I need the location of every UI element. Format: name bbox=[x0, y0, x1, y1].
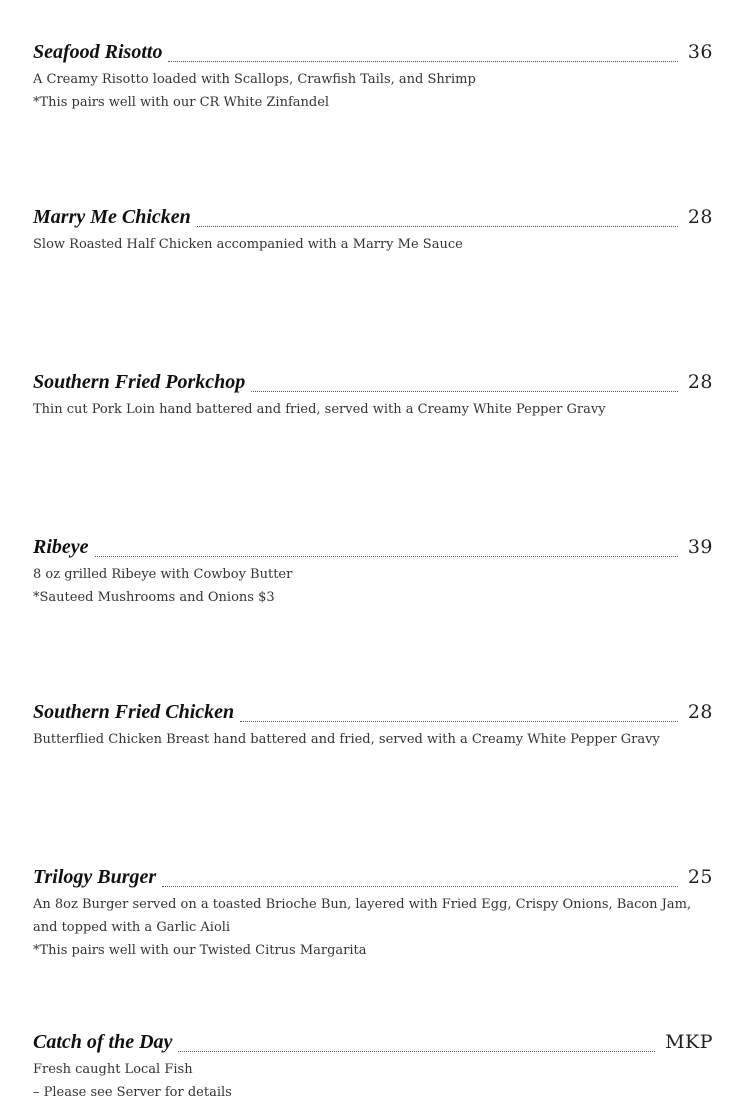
item-price: MKP bbox=[665, 1031, 713, 1053]
description-line: Butterflied Chicken Breast hand battered and fried, served with a Creamy White Pepper Gravy bbox=[33, 732, 660, 747]
pairing-note: *This pairs well with our CR White Zinfandel bbox=[33, 95, 330, 110]
menu-item-ribeye bbox=[33, 529, 713, 609]
item-price: 25 bbox=[687, 866, 713, 888]
item-name: Southern Fried Porkchop bbox=[33, 371, 246, 393]
item-price: 28 bbox=[687, 371, 713, 393]
item-price: 39 bbox=[687, 536, 713, 558]
menu-item-trilogy-burger bbox=[33, 859, 713, 962]
item-description bbox=[33, 233, 713, 256]
pairing-note: *This pairs well with our Twisted Citrus Margarita bbox=[33, 943, 367, 958]
item-description bbox=[33, 1058, 713, 1104]
menu-item-southern-fried-chicken bbox=[33, 694, 713, 751]
menu-item-southern-fried-porkchop bbox=[33, 364, 713, 421]
description-line: Thin cut Pork Loin hand battered and fried, served with a Creamy White Pepper Gravy bbox=[33, 402, 606, 417]
dotted-leader bbox=[197, 225, 678, 227]
item-title-row bbox=[33, 859, 713, 889]
server-note: – Please see Server for details bbox=[33, 1085, 232, 1100]
description-line: A Creamy Risotto loaded with Scallops, Crawfish Tails, and Shrimp bbox=[33, 72, 476, 87]
item-name: Trilogy Burger bbox=[33, 866, 157, 888]
item-price: 28 bbox=[687, 701, 713, 723]
item-name: Catch of the Day bbox=[33, 1031, 173, 1053]
item-title-row bbox=[33, 34, 713, 64]
item-description bbox=[33, 563, 713, 609]
dotted-leader bbox=[178, 1050, 655, 1052]
item-description bbox=[33, 893, 713, 962]
dotted-leader bbox=[251, 390, 678, 392]
item-name: Marry Me Chicken bbox=[33, 206, 191, 228]
menu-item-marry-me-chicken bbox=[33, 199, 713, 256]
dotted-leader bbox=[168, 60, 677, 62]
menu-item-catch-of-the-day bbox=[33, 1024, 713, 1104]
item-title-row bbox=[33, 199, 713, 229]
dotted-leader bbox=[240, 720, 678, 722]
item-title-row bbox=[33, 1024, 713, 1054]
item-description bbox=[33, 728, 713, 751]
item-name: Southern Fried Chicken bbox=[33, 701, 235, 723]
description-line: Slow Roasted Half Chicken accompanied with a Marry Me Sauce bbox=[33, 237, 463, 252]
item-name: Seafood Risotto bbox=[33, 41, 163, 63]
description-line: 8 oz grilled Ribeye with Cowboy Butter bbox=[33, 567, 293, 582]
description-line: Fresh caught Local Fish bbox=[33, 1062, 193, 1077]
description-line: An 8oz Burger served on a toasted Brioche Bun, layered with Fried Egg, Crispy Onions, Bacon Jam, and topped with a Garlic Aioli bbox=[33, 897, 692, 935]
addon-note: *Sauteed Mushrooms and Onions $3 bbox=[33, 590, 275, 605]
item-title-row bbox=[33, 529, 713, 559]
item-name: Ribeye bbox=[33, 536, 89, 558]
dotted-leader bbox=[95, 555, 678, 557]
item-description bbox=[33, 398, 713, 421]
dotted-leader bbox=[162, 885, 678, 887]
item-price: 28 bbox=[687, 206, 713, 228]
item-description bbox=[33, 68, 713, 114]
item-title-row bbox=[33, 694, 713, 724]
item-title-row bbox=[33, 364, 713, 394]
menu-item-seafood-risotto bbox=[33, 34, 713, 114]
item-price: 36 bbox=[687, 41, 713, 63]
